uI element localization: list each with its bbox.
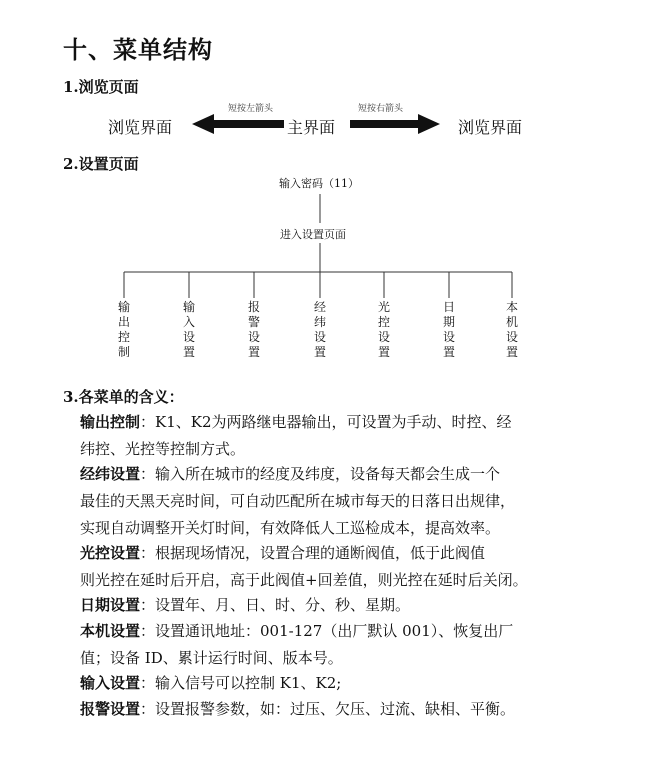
entry-alarm-settings: 报警设置：设置报警参数，如：过压、欠压、过流、缺相、平衡。 — [80, 700, 516, 718]
entry-input-settings: 输入设置：输入信号可以控制 K1、K2; — [80, 674, 342, 692]
entry-label: 报警设置 — [80, 700, 141, 718]
tree-item-alarm-settings: 报警设置 — [247, 300, 260, 359]
right-arrow-hint: 短按右箭头 — [358, 104, 404, 114]
tree-item-device-settings: 本机设置 — [505, 300, 518, 359]
entry-label: 日期设置 — [80, 596, 141, 614]
entry-device-settings: 本机设置：设置通讯地址：001-127（出厂默认 001）、恢复出厂 值；设备 ID、累计运行时间、版本号。 — [80, 622, 514, 667]
tree-item-light-settings: 光控设置 — [377, 300, 390, 359]
tree-item-input-settings: 输入设置 — [182, 300, 195, 359]
tree-item-output-control: 输出控制 — [117, 300, 130, 359]
entry-date-settings: 日期设置：设置年、月、日、时、分、秒、星期。 — [80, 596, 411, 614]
menu-tree-lines — [0, 0, 655, 360]
tree-item-date-settings: 日期设置 — [442, 300, 455, 359]
settings-heading: 2.设置页面 — [63, 155, 139, 173]
browse-heading: 1.浏览页面 — [63, 78, 139, 96]
entry-label: 输入设置 — [80, 674, 141, 692]
left-arrow-hint: 短按左箭头 — [228, 104, 274, 114]
entry-label: 经纬设置 — [80, 465, 141, 483]
entry-label: 输出控制 — [80, 413, 141, 431]
enter-settings-node: 进入设置页面 — [280, 228, 346, 241]
entry-latlong-settings: 经纬设置：输入所在城市的经度及纬度，设备每天都会生成一个 最佳的天黑天亮时间，可自动匹配所在城市每天的日落日出规律， 实现自动调整开关灯时间，有效降低人工巡检成本，提高效率。 — [80, 465, 516, 537]
browse-right-node: 浏览界面 — [458, 118, 523, 137]
entry-light-settings: 光控设置：根据现场情况，设置合理的通断阀值，低于此阀值 则光控在延时后开启，高于此阀值+回差值，则光控在延时后关闭。 — [80, 544, 528, 589]
password-node: 输入密码（11） — [279, 177, 359, 190]
page-title: 十、菜单结构 — [63, 35, 213, 64]
tree-item-latlong-settings: 经纬设置 — [313, 300, 326, 359]
entry-label: 本机设置 — [80, 622, 141, 640]
meaning-heading: 3.各菜单的含义： — [63, 388, 184, 406]
entry-label: 光控设置 — [80, 544, 141, 562]
entry-output-control: 输出控制：K1、K2为两路继电器输出，可设置为手动、时控、经 纬控、光控等控制方式。 — [80, 413, 512, 458]
browse-center-node: 主界面 — [287, 118, 336, 137]
browse-left-node: 浏览界面 — [108, 118, 173, 137]
